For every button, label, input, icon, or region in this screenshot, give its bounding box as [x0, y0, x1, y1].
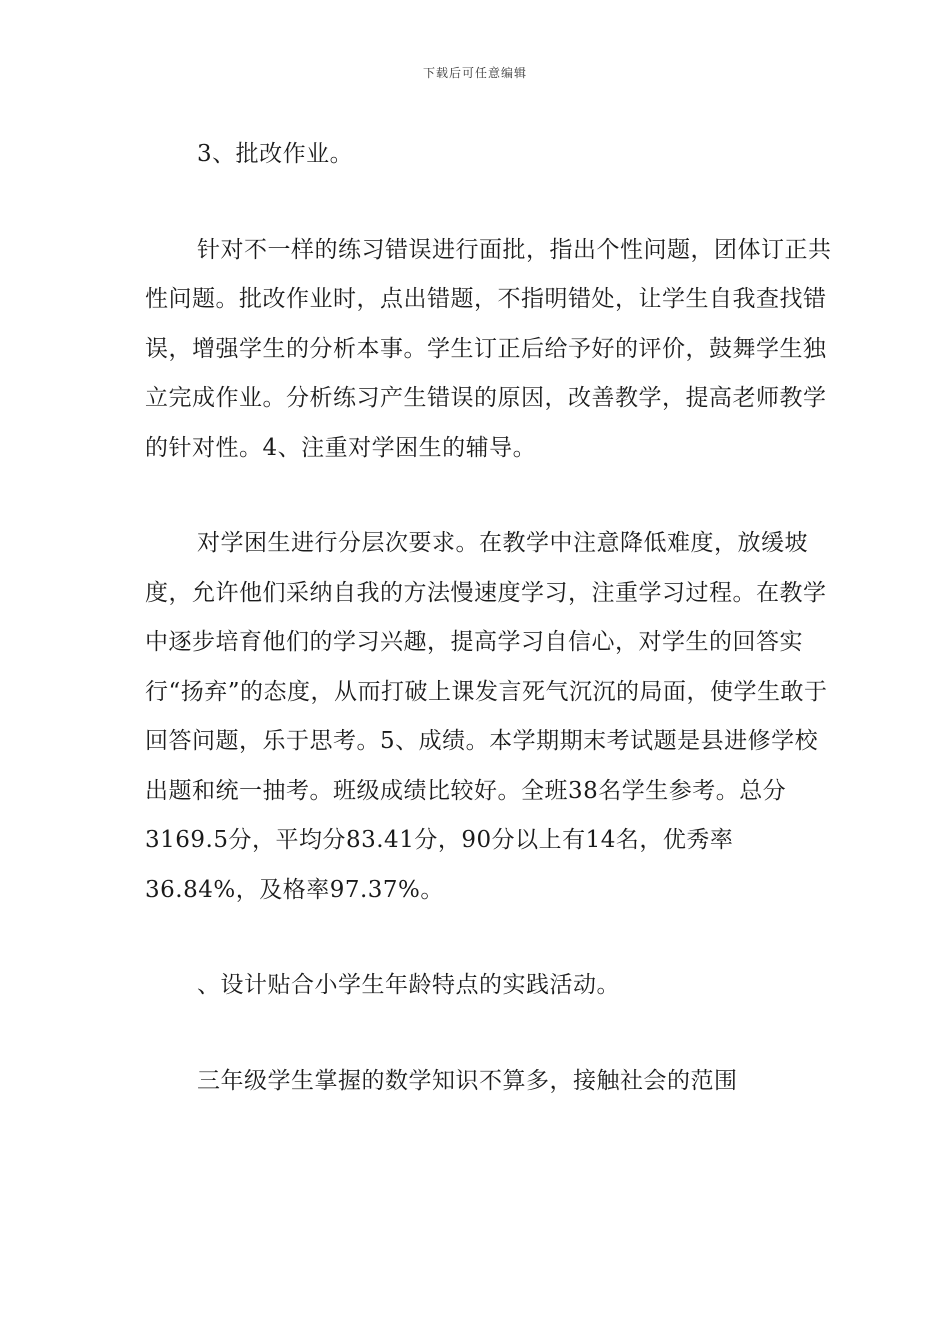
paragraph-gap	[145, 915, 835, 961]
paragraph-gap	[145, 1011, 835, 1057]
paragraph-grading-details: 针对不一样的练习错误进行面批，指出个性问题，团体订正共性问题。批改作业时，点出错题，不指明错处，让学生自我查找错误，增强学生的分析本事。学生订正后给予好的评价，鼓舞学生独立完成作业。分析练习产生错误的原因，改善教学，提高老师教学的针对性。4、注重对学困生的辅导。	[145, 236, 832, 461]
paragraph-activities-details: 三年级学生掌握的数学知识不算多，接触社会的范围	[197, 1067, 738, 1094]
paragraph-gap	[145, 473, 835, 519]
paragraph-struggling-students: 对学困生进行分层次要求。在教学中注意降低难度，放缓坡度，允许他们采纳自我的方法慢速度学习，注重学习过程。在教学中逐步培育他们的学习兴趣，提高学习自信心，对学生的回答实行“扬弃”的态度，从而打破上课发言死气沉沉的局面，使学生敢于回答问题，乐于思考。5、成绩。本学期期末考试题是县进修学校出题和统一抽考。班级成绩比较好。全班38名学生参考。总分3169.5分，平均分83.41分，90分以上有14名，优秀率36.84%，及格率97.37%。	[145, 530, 828, 903]
document-body	[145, 130, 835, 1106]
page-header: 下载后可任意编辑	[422, 66, 527, 80]
paragraph-heading-grading: 3、批改作业。	[197, 141, 354, 167]
paragraph-heading-activities: 、设计贴合小学生年龄特点的实践活动。	[197, 972, 620, 998]
paragraph-gap	[145, 180, 835, 226]
